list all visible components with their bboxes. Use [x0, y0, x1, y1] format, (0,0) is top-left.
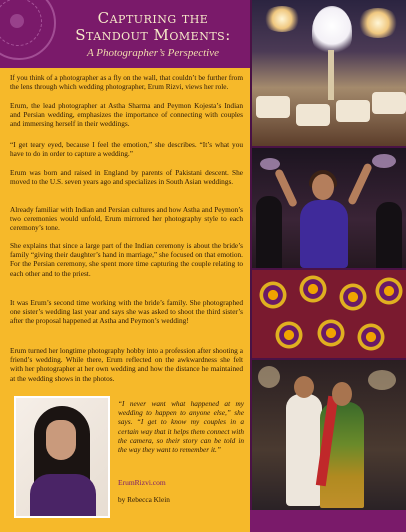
- article-title: [58, 10, 248, 44]
- mehndi-henna-photo: [252, 270, 406, 358]
- paragraph-8: Erum turned her longtime photography hobby into a profession after shooting a friend’s wedding. While there, Erum reflected on the awkwardness she felt with her photographer at her own wedding and how the distance he maintained at the wedding shows in the photos.: [10, 346, 243, 383]
- photographer-portrait: [14, 396, 110, 518]
- paragraph-4: Erum was born and raised in England by parents of Pakistani descent. She moved to the U.S. seven years ago and specializes in South Asian weddings.: [10, 168, 243, 187]
- article-subtitle: A Photographer’s Perspective: [87, 47, 219, 59]
- title-line-2: Standout Moments:: [75, 26, 231, 44]
- website-link[interactable]: ErumRizvi.com: [118, 478, 166, 487]
- footer-band: [250, 510, 406, 532]
- paragraph-7: It was Erum’s second time working with the bride’s family. She photographed one sister’s wedding last year and says she was asked to shoot the third sister’s after the proposal happened at Astha and Peymon’s wedding!: [10, 298, 243, 326]
- header-band: [0, 0, 250, 68]
- paragraph-1: If you think of a photographer as a fly on the wall, that couldn’t be further from the lens through which wedding photographer, Erum Rizvi, views her role.: [10, 73, 243, 92]
- paragraph-2: Erum, the lead photographer at Astha Sharma and Peymon Kojesta’s Indian and Persian wedding, emphasizes the importance of connecting with couples and immersing herself in their weddings.: [10, 101, 243, 129]
- dancing-guest-photo: [252, 148, 406, 268]
- photo-column: [250, 0, 406, 532]
- feather-centerpiece: [312, 6, 352, 56]
- author-byline: by Rebecca Klein: [118, 495, 170, 504]
- paragraph-5: Already familiar with Indian and Persian cultures and how Astha and Peymon’s two ceremonies would unfold, Erum mirrored her photography style to each ceremony’s tone.: [10, 205, 243, 233]
- title-line-1: Capturing the: [97, 9, 209, 27]
- paragraph-6: She explains that since a large part of the Indian ceremony is about the bride’s family “giving their daughter’s hand in marriage,” she focused on that emotion. For the Persian ceremony, she spent more time capturing the couple relating to each other and to the priest.: [10, 241, 243, 278]
- mandala-center-icon: [10, 14, 24, 28]
- couple-ceremony-photo: [252, 360, 406, 510]
- reception-hall-photo: [252, 0, 406, 146]
- pull-quote: “I never want what happened at my wedding to happen to anyone else,” she says. “I get to know my couples in a certain way that it helps them connect with the camera, so their story can be told in the way they want to remember it.”: [118, 399, 244, 455]
- paragraph-3: “I get teary eyed, because I feel the emotion,” she describes. “It’s what you have to do in order to capture a wedding.”: [10, 140, 243, 159]
